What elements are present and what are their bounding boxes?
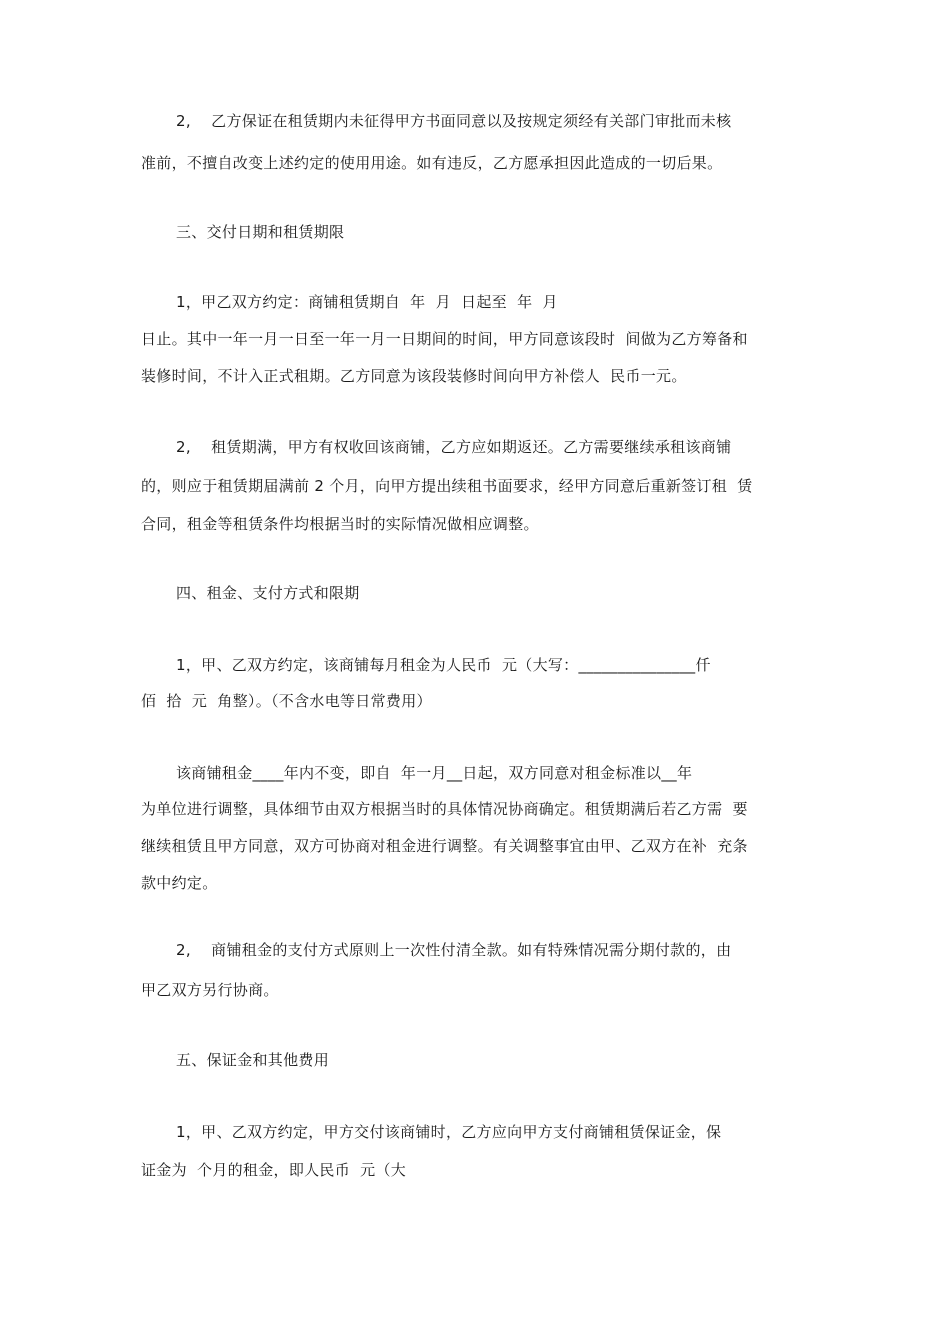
- text-line: 1，甲、乙双方约定，甲方交付该商铺时，乙方应向甲方支付商铺租赁保证金，保: [176, 1123, 722, 1141]
- text-line: 继续租赁且甲方同意，双方可协商对租金进行调整。有关调整事宜由甲、乙双方在补 充条: [141, 837, 748, 855]
- section-heading: 五、保证金和其他费用: [176, 1051, 330, 1069]
- text-line: 1，甲乙双方约定：商铺租赁期自 年 月 日起至 年 月: [176, 293, 558, 311]
- text-line: 该商铺租金____年内不变，即自 年一月__日起，双方同意对租金标准以__年: [176, 764, 693, 782]
- section-heading: 四、租金、支付方式和限期: [176, 584, 360, 602]
- section-heading: 三、交付日期和租赁期限: [176, 223, 345, 241]
- text-line: 装修时间，不计入正式租期。乙方同意为该段装修时间向甲方补偿人 民币一元。: [141, 367, 687, 385]
- text-line: 证金为 个月的租金，即人民币 元（大: [141, 1161, 407, 1179]
- text-line: 2, 租赁期满，甲方有权收回该商铺，乙方应如期返还。乙方需要继续承租该商铺: [176, 438, 732, 456]
- text-line: 合同，租金等租赁条件均根据当时的实际情况做相应调整。: [141, 515, 539, 533]
- text-line: 的，则应于租赁期届满前 2 个月，向甲方提出续租书面要求，经甲方同意后重新签订租 赁: [141, 477, 753, 495]
- text-line: 甲乙双方另行协商。: [141, 981, 279, 999]
- text-line: 日止。其中一年一月一日至一年一月一日期间的时间，甲方同意该段时 间做为乙方筹备和: [141, 330, 748, 348]
- text-line: 1，甲、乙双方约定，该商铺每月租金为人民币 元（大写：_______________仟: [176, 656, 711, 674]
- text-line: 为单位进行调整，具体细节由双方根据当时的具体情况协商确定。租赁期满后若乙方需 要: [141, 800, 748, 818]
- text-line: 2, 商铺租金的支付方式原则上一次性付清全款。如有特殊情况需分期付款的，由: [176, 941, 732, 959]
- text-line: 款中约定。: [141, 874, 218, 892]
- text-line: 佰 拾 元 角整）。（不含水电等日常费用）: [141, 692, 432, 710]
- text-line: 2, 乙方保证在租赁期内未征得甲方书面同意以及按规定须经有关部门审批而未核: [176, 112, 732, 130]
- text-line: 准前，不擅自改变上述约定的使用用途。如有违反，乙方愿承担因此造成的一切后果。: [141, 154, 723, 172]
